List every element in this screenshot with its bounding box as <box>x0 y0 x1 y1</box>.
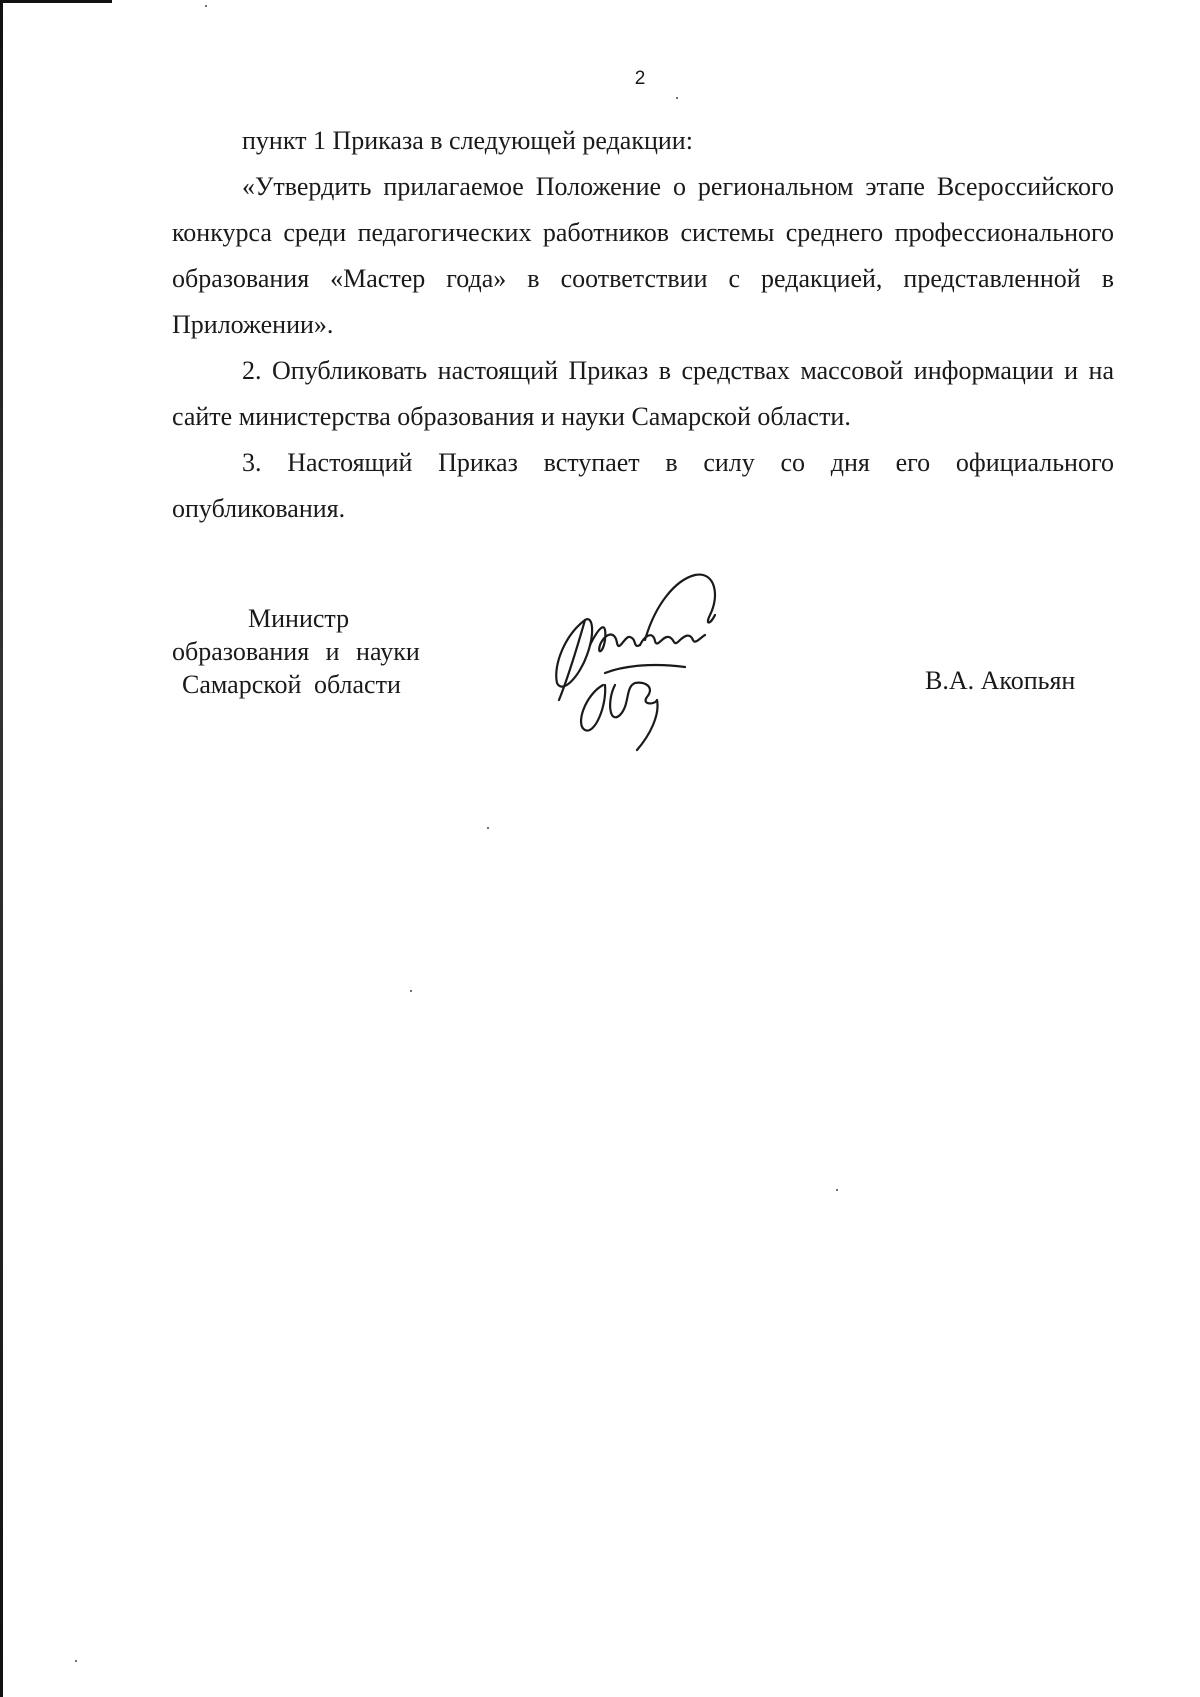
signatory-title-line-2: образования и науки <box>172 637 420 666</box>
signatory-title-line-1: Министр <box>248 604 350 633</box>
scan-speck <box>205 5 207 7</box>
handwritten-signature <box>545 565 745 755</box>
signatory-title <box>172 602 420 701</box>
paragraph-quoted-resolution: «Утвердить прилагаемое Положение о региональном этапе Всероссийского конкурса среди педагогических работников системы среднего профессионального образования «Мастер года» в соответствии с редакцией, представленной в Приложении». <box>172 172 1114 339</box>
scan-edge-top <box>0 0 112 3</box>
scan-speck <box>487 827 489 829</box>
paragraph-item-3: 3. Настоящий Приказ вступает в силу со дня его официального опубликования. <box>172 448 1114 523</box>
scan-edge-left <box>0 0 3 1697</box>
scan-speck <box>676 97 678 99</box>
paragraph-continuation: пункт 1 Приказа в следующей редакции: <box>242 126 693 155</box>
document-body <box>172 118 1114 532</box>
scan-speck <box>410 990 412 992</box>
page-number: 2 <box>634 68 646 89</box>
scan-speck <box>836 1189 838 1191</box>
paragraph-item-2: 2. Опубликовать настоящий Приказ в средствах массовой информации и на сайте министерства образования и науки Самарской области. <box>172 356 1114 431</box>
signer-name: В.А. Акопьян <box>925 666 1076 695</box>
scan-speck <box>75 1660 77 1662</box>
signatory-title-line-3: Самарской области <box>182 670 401 699</box>
